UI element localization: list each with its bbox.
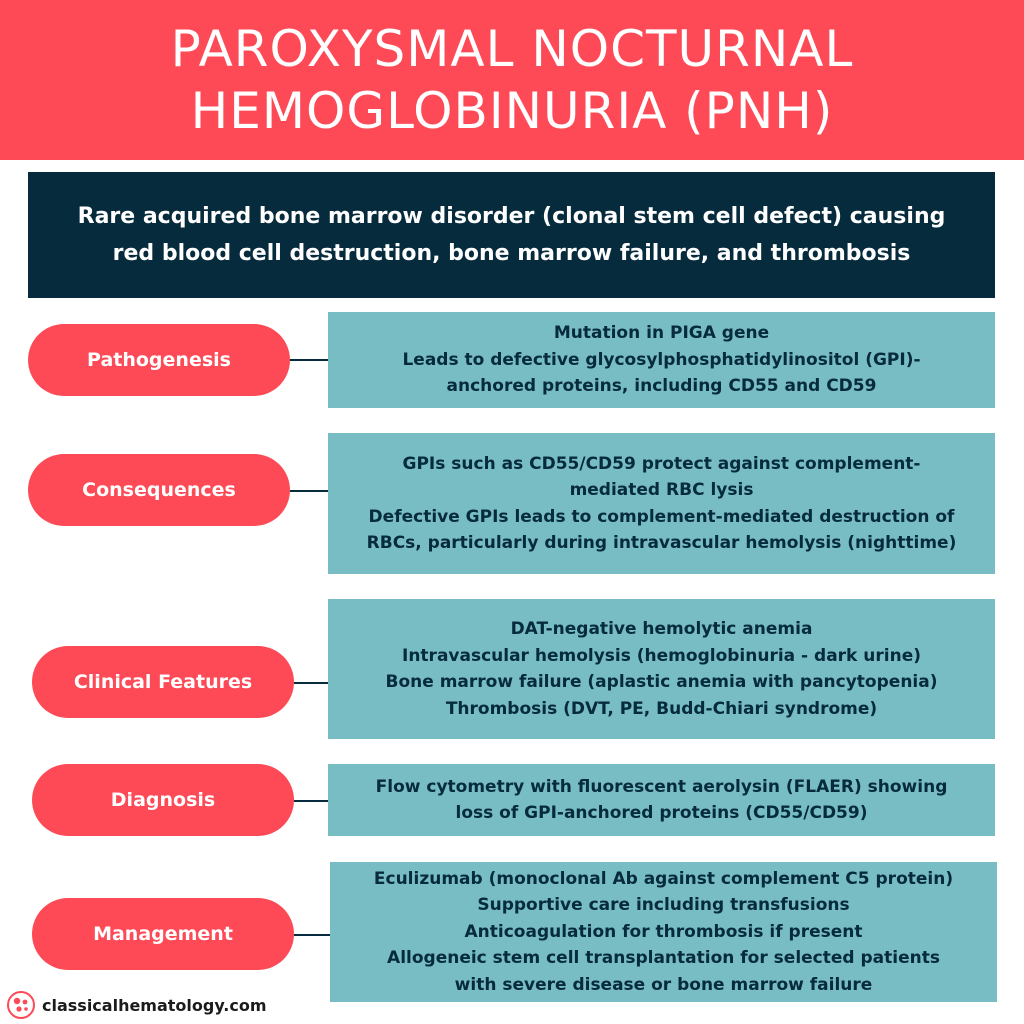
section-box-consequences bbox=[328, 433, 995, 574]
section-label-text: Management bbox=[93, 923, 233, 945]
footer bbox=[6, 990, 267, 1020]
connector-line bbox=[294, 934, 330, 936]
section-text-line: Thrombosis (DVT, PE, Budd-Chiari syndrome) bbox=[445, 698, 878, 719]
section-label-diagnosis bbox=[32, 764, 294, 836]
section-label-text: Consequences bbox=[82, 479, 236, 501]
section-text-line: Defective GPIs leads to complement-mediated destruction of bbox=[368, 506, 955, 527]
section-label-consequences bbox=[28, 454, 290, 526]
title-line-2: HEMOGLOBINURIA (PNH) bbox=[190, 82, 834, 140]
section-label-text: Diagnosis bbox=[110, 789, 216, 811]
section-text-line: Bone marrow failure (aplastic anemia with pancytopenia) bbox=[385, 672, 938, 692]
section-text-line: loss of GPI-anchored proteins (CD55/CD59) bbox=[455, 803, 868, 823]
section-text-line: DAT-negative hemolytic anemia bbox=[510, 619, 813, 639]
section-text-line: anchored proteins, including CD55 and CD59 bbox=[446, 376, 877, 397]
section-label-management bbox=[32, 898, 294, 970]
section-label-pathogenesis bbox=[28, 324, 290, 396]
footer-site-text: classicalhematology.com bbox=[42, 995, 267, 1015]
section-text-line: mediated RBC lysis bbox=[569, 480, 754, 500]
summary-box bbox=[28, 172, 995, 298]
summary-text: Rare acquired bone marrow disorder (clonal stem cell defect) causing red blood cell destruction, bone marrow failure, and thrombosis bbox=[77, 204, 946, 266]
section-box-management bbox=[330, 862, 997, 1002]
connector-line bbox=[290, 490, 328, 492]
section-text-line: with severe disease or bone marrow failure bbox=[454, 974, 873, 995]
section-label-text: Pathogenesis bbox=[87, 349, 231, 371]
section-text-line: GPIs such as CD55/CD59 protect against complement- bbox=[402, 453, 921, 474]
section-text-line: Allogeneic stem cell transplantation for selected patients bbox=[387, 948, 940, 969]
section-label-text: Clinical Features bbox=[73, 671, 253, 693]
section-text-line: RBCs, particularly during intravascular hemolysis (nighttime) bbox=[366, 533, 957, 553]
section-text-line: Flow cytometry with fluorescent aerolysin (FLAER) showing bbox=[375, 776, 948, 797]
connector-line bbox=[290, 359, 328, 361]
section-text-line: Supportive care including transfusions bbox=[477, 895, 850, 916]
section-text-line: Intravascular hemolysis (hemoglobinuria - dark urine) bbox=[402, 645, 921, 666]
section-box-pathogenesis bbox=[328, 312, 995, 408]
section-text-line: Anticoagulation for thrombosis if present bbox=[464, 921, 863, 942]
section-label-clinical-features bbox=[32, 646, 294, 718]
section-text-line: Eculizumab (monoclonal Ab against complement C5 protein) bbox=[373, 868, 954, 889]
title-banner bbox=[0, 0, 1024, 160]
title-line-1: PAROXYSMAL NOCTURNAL bbox=[170, 20, 854, 78]
section-text-line: Leads to defective glycosylphosphatidylinositol (GPI)- bbox=[402, 349, 921, 370]
section-box-diagnosis bbox=[328, 764, 995, 836]
connector-line bbox=[294, 682, 328, 684]
section-box-clinical-features bbox=[328, 599, 995, 739]
blood-cell-logo-icon bbox=[6, 990, 36, 1020]
connector-line bbox=[294, 800, 328, 802]
section-text-line: Mutation in PIGA gene bbox=[553, 323, 770, 344]
